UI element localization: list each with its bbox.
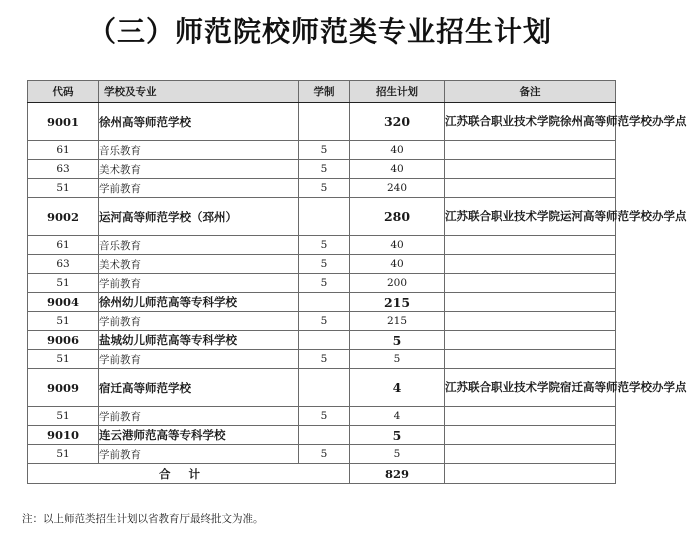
school-major-cell: 学前教育 xyxy=(99,407,299,426)
school-major-cell: 运河高等师范学校（邳州） xyxy=(99,198,299,236)
code-cell: 9001 xyxy=(28,103,99,141)
major-row xyxy=(28,141,616,160)
school-row xyxy=(28,369,616,407)
school-row xyxy=(28,293,616,312)
note-cell xyxy=(445,236,616,255)
code-cell: 9004 xyxy=(28,293,99,312)
note-cell xyxy=(445,179,616,198)
note-cell xyxy=(445,426,616,445)
major-row xyxy=(28,350,616,369)
code-cell: 51 xyxy=(28,179,99,198)
school-major-cell: 学前教育 xyxy=(99,179,299,198)
quota-cell: 240 xyxy=(350,179,445,198)
years-cell xyxy=(299,331,350,350)
school-major-cell: 音乐教育 xyxy=(99,236,299,255)
header-school: 学校及专业 xyxy=(99,81,299,103)
total-note-cell xyxy=(445,464,616,484)
school-major-cell: 宿迁高等师范学校 xyxy=(99,369,299,407)
note-cell xyxy=(445,445,616,464)
years-cell: 5 xyxy=(299,255,350,274)
school-major-cell: 美术教育 xyxy=(99,255,299,274)
note-cell xyxy=(445,274,616,293)
code-cell: 51 xyxy=(28,350,99,369)
note-cell xyxy=(445,312,616,331)
school-major-cell: 学前教育 xyxy=(99,274,299,293)
major-row xyxy=(28,236,616,255)
years-cell: 5 xyxy=(299,445,350,464)
header-note: 备注 xyxy=(445,81,616,103)
school-major-cell: 音乐教育 xyxy=(99,141,299,160)
code-cell: 51 xyxy=(28,445,99,464)
years-cell: 5 xyxy=(299,160,350,179)
years-cell: 5 xyxy=(299,350,350,369)
years-cell: 5 xyxy=(299,179,350,198)
quota-cell: 200 xyxy=(350,274,445,293)
code-cell: 51 xyxy=(28,274,99,293)
quota-cell: 40 xyxy=(350,160,445,179)
school-major-cell: 徐州高等师范学校 xyxy=(99,103,299,141)
header-code: 代码 xyxy=(28,81,99,103)
code-cell: 63 xyxy=(28,160,99,179)
quota-cell: 5 xyxy=(350,350,445,369)
years-cell: 5 xyxy=(299,312,350,331)
quota-cell: 320 xyxy=(350,103,445,141)
note-cell xyxy=(445,255,616,274)
footnote: 注：以上师范类招生计划以省教育厅最终批文为准。 xyxy=(22,513,264,525)
major-row xyxy=(28,160,616,179)
years-cell: 5 xyxy=(299,274,350,293)
note-cell: 江苏联合职业技术学院运河高等师范学校办学点 xyxy=(445,198,616,236)
enrollment-plan-table xyxy=(27,80,687,484)
school-major-cell: 美术教育 xyxy=(99,160,299,179)
major-row xyxy=(28,407,616,426)
quota-cell: 215 xyxy=(350,293,445,312)
note-cell xyxy=(445,141,616,160)
code-cell: 61 xyxy=(28,236,99,255)
code-cell: 51 xyxy=(28,407,99,426)
quota-cell: 4 xyxy=(350,369,445,407)
quota-cell: 280 xyxy=(350,198,445,236)
quota-cell: 4 xyxy=(350,407,445,426)
quota-cell: 215 xyxy=(350,312,445,331)
major-row xyxy=(28,445,616,464)
years-cell: 5 xyxy=(299,407,350,426)
total-quota: 829 xyxy=(350,464,445,484)
quota-cell: 40 xyxy=(350,236,445,255)
school-row xyxy=(28,426,616,445)
major-row xyxy=(28,179,616,198)
major-row xyxy=(28,274,616,293)
note-cell xyxy=(445,331,616,350)
total-row xyxy=(28,464,616,484)
years-cell xyxy=(299,426,350,445)
years-cell xyxy=(299,198,350,236)
note-cell xyxy=(445,293,616,312)
code-cell: 9009 xyxy=(28,369,99,407)
school-major-cell: 徐州幼儿师范高等专科学校 xyxy=(99,293,299,312)
quota-cell: 40 xyxy=(350,141,445,160)
school-major-cell: 学前教育 xyxy=(99,312,299,331)
code-cell: 51 xyxy=(28,312,99,331)
code-cell: 61 xyxy=(28,141,99,160)
quota-cell: 5 xyxy=(350,445,445,464)
code-cell: 9006 xyxy=(28,331,99,350)
quota-cell: 5 xyxy=(350,426,445,445)
years-cell: 5 xyxy=(299,236,350,255)
school-major-cell: 学前教育 xyxy=(99,350,299,369)
code-cell: 9002 xyxy=(28,198,99,236)
table-header-row xyxy=(28,81,616,103)
major-row xyxy=(28,312,616,331)
total-label: 合计 xyxy=(28,464,350,484)
quota-cell: 5 xyxy=(350,331,445,350)
school-major-cell: 连云港师范高等专科学校 xyxy=(99,426,299,445)
years-cell xyxy=(299,369,350,407)
major-row xyxy=(28,255,616,274)
header-years: 学制 xyxy=(299,81,350,103)
code-cell: 63 xyxy=(28,255,99,274)
school-major-cell: 学前教育 xyxy=(99,445,299,464)
page-title: （三）师范院校师范类专业招生计划 xyxy=(87,15,552,48)
school-row xyxy=(28,198,616,236)
note-cell xyxy=(445,407,616,426)
school-major-cell: 盐城幼儿师范高等专科学校 xyxy=(99,331,299,350)
note-cell: 江苏联合职业技术学院徐州高等师范学校办学点 xyxy=(445,103,616,141)
school-row xyxy=(28,103,616,141)
header-quota: 招生计划 xyxy=(350,81,445,103)
years-cell xyxy=(299,103,350,141)
note-cell: 江苏联合职业技术学院宿迁高等师范学校办学点 xyxy=(445,369,616,407)
quota-cell: 40 xyxy=(350,255,445,274)
note-cell xyxy=(445,350,616,369)
school-row xyxy=(28,331,616,350)
years-cell xyxy=(299,293,350,312)
table-body xyxy=(28,103,687,464)
note-cell xyxy=(445,160,616,179)
code-cell: 9010 xyxy=(28,426,99,445)
years-cell: 5 xyxy=(299,141,350,160)
